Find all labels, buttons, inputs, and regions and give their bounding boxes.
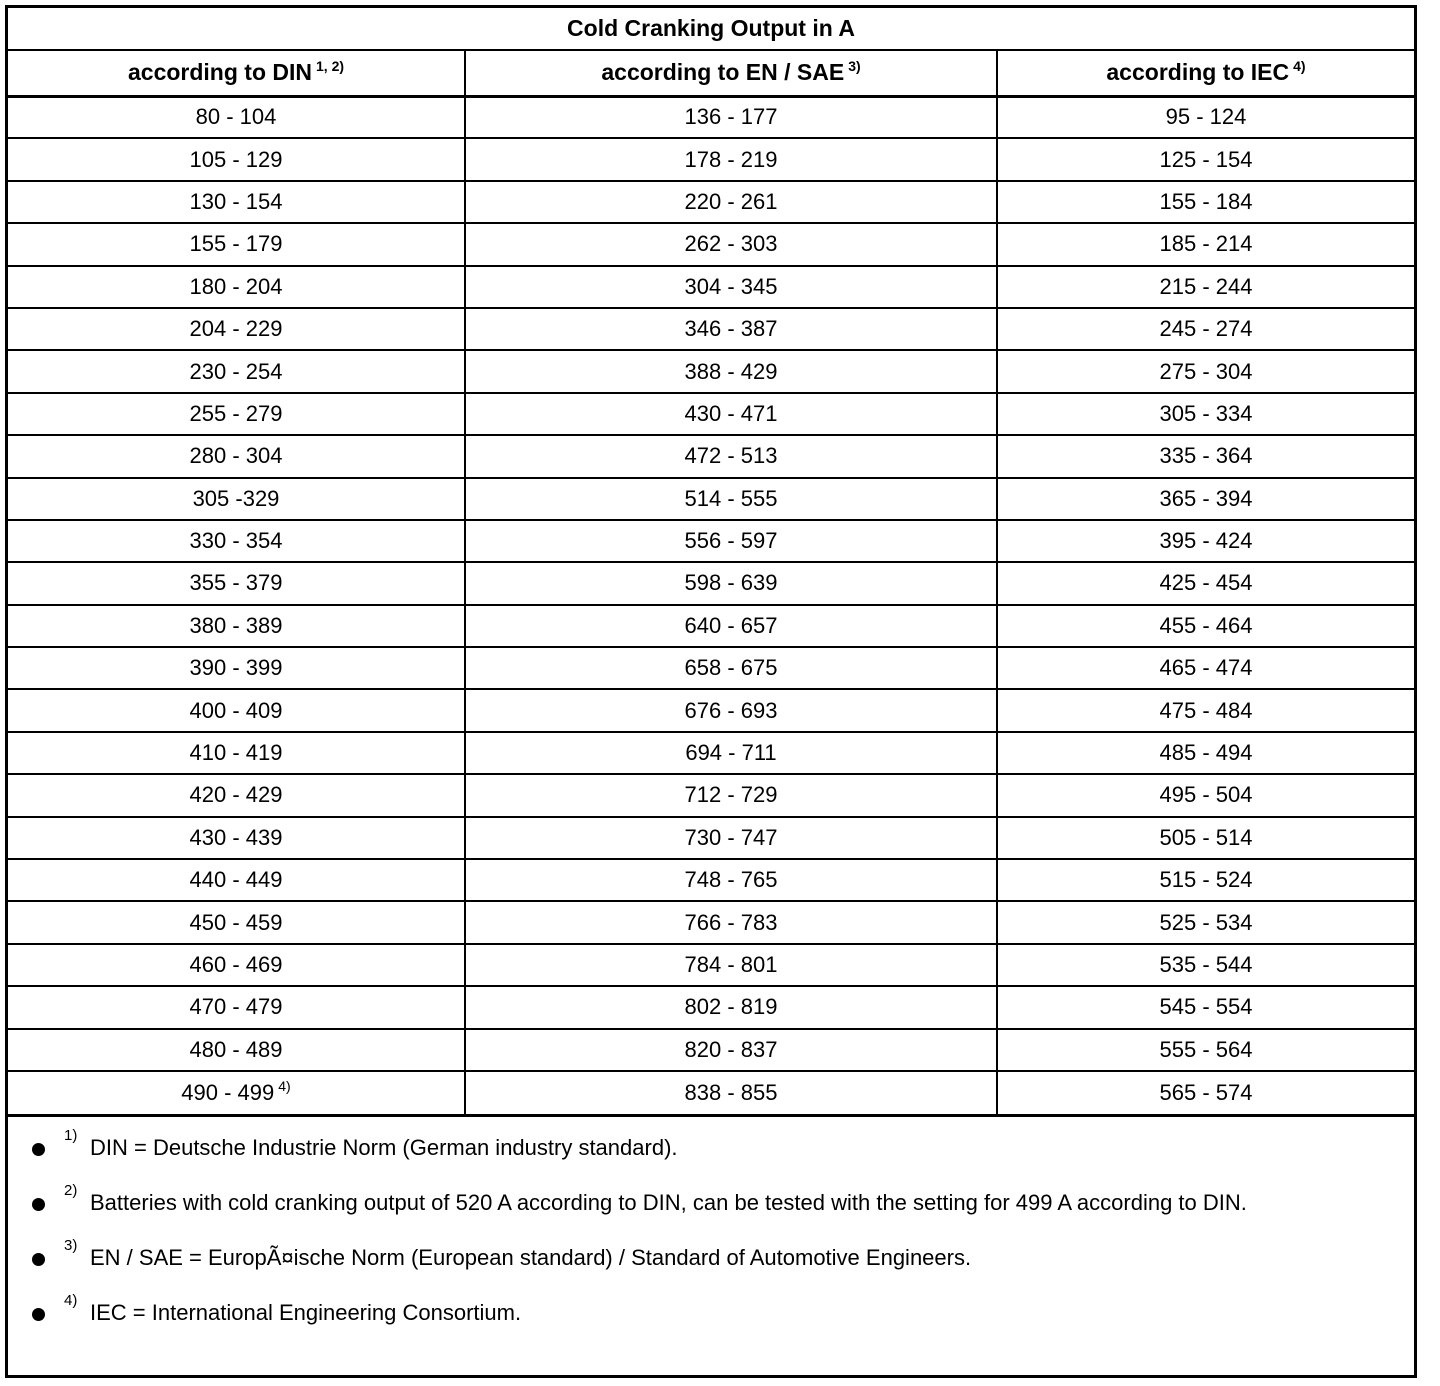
bullet-icon: [32, 1308, 45, 1321]
cell-iec: 185 - 214: [997, 223, 1414, 265]
cell-din: 180 - 204: [8, 266, 465, 308]
table-row: [8, 774, 1414, 816]
cold-cranking-table: [8, 8, 1414, 1116]
cell-din: 204 - 229: [8, 308, 465, 350]
cell-iec: 215 - 244: [997, 266, 1414, 308]
column-header-en-sae: according to EN / SAE $^{3)}$: [465, 50, 997, 96]
cell-din: 430 - 439: [8, 817, 465, 859]
cell-iec: 555 - 564: [997, 1029, 1414, 1071]
cell-iec: 425 - 454: [997, 562, 1414, 604]
table-title: Cold Cranking Output in A: [8, 8, 1414, 50]
footnotes-list: [8, 1115, 1414, 1337]
footnote-mark: 1): [64, 1127, 78, 1144]
table-row: [8, 266, 1414, 308]
footnote-item: [8, 1117, 1414, 1172]
table-row: [8, 944, 1414, 986]
table-row: [8, 1029, 1414, 1071]
cell-en-sae: 694 - 711: [465, 732, 997, 774]
bullet-icon: [32, 1198, 45, 1211]
cell-iec: 455 - 464: [997, 605, 1414, 647]
cell-en-sae: 730 - 747: [465, 817, 997, 859]
document-frame: [5, 5, 1417, 1378]
cell-iec: 465 - 474: [997, 647, 1414, 689]
cell-en-sae: 262 - 303: [465, 223, 997, 265]
table-row: [8, 308, 1414, 350]
footnote-item: [8, 1227, 1414, 1282]
cell-en-sae: 712 - 729: [465, 774, 997, 816]
cell-en-sae: 136 - 177: [465, 96, 997, 138]
table-row: [8, 478, 1414, 520]
cell-din: 305 -329: [8, 478, 465, 520]
cell-din: 330 - 354: [8, 520, 465, 562]
table-row: [8, 138, 1414, 180]
cell-iec: 365 - 394: [997, 478, 1414, 520]
cell-en-sae: 676 - 693: [465, 689, 997, 731]
cell-iec: 565 - 574: [997, 1071, 1414, 1115]
footnote-mark: 4): [64, 1292, 78, 1309]
cell-en-sae: 556 - 597: [465, 520, 997, 562]
cell-iec: 125 - 154: [997, 138, 1414, 180]
footnote-ref: 1, 2): [316, 58, 345, 75]
cell-en-sae: 766 - 783: [465, 901, 997, 943]
cell-iec: 495 - 504: [997, 774, 1414, 816]
column-header-iec: according to IEC $^{4)}$: [997, 50, 1414, 96]
footnote-text: DIN = Deutsche Industrie Norm (German industry standard).: [90, 1135, 678, 1160]
table-row: [8, 689, 1414, 731]
cell-en-sae: 658 - 675: [465, 647, 997, 689]
table-row: [8, 393, 1414, 435]
cell-iec: 305 - 334: [997, 393, 1414, 435]
cell-din: 470 - 479: [8, 986, 465, 1028]
table-row: [8, 859, 1414, 901]
cell-din: 280 - 304: [8, 435, 465, 477]
cell-din: 380 - 389: [8, 605, 465, 647]
footnote-ref: 3): [848, 58, 861, 75]
cell-din: 390 - 399: [8, 647, 465, 689]
cell-iec: 155 - 184: [997, 181, 1414, 223]
cell-iec: 275 - 304: [997, 350, 1414, 392]
cell-din: 130 - 154: [8, 181, 465, 223]
table-row: [8, 986, 1414, 1028]
cell-en-sae: 598 - 639: [465, 562, 997, 604]
footnote-text: EN / SAE = EuropÃ¤ische Norm (European standard) / Standard of Automotive Engineers.: [90, 1245, 972, 1270]
cell-din: 420 - 429: [8, 774, 465, 816]
cell-en-sae: 748 - 765: [465, 859, 997, 901]
cell-din: 355 - 379: [8, 562, 465, 604]
cell-din: 480 - 489: [8, 1029, 465, 1071]
table-row: [8, 817, 1414, 859]
cell-din: 410 - 419: [8, 732, 465, 774]
cell-din: 460 - 469: [8, 944, 465, 986]
table-row: [8, 647, 1414, 689]
bullet-icon: [32, 1253, 45, 1266]
cell-iec: 545 - 554: [997, 986, 1414, 1028]
footnote-text: IEC = International Engineering Consortium.: [90, 1300, 522, 1325]
footnote-ref: 4): [278, 1077, 291, 1094]
cell-iec: 245 - 274: [997, 308, 1414, 350]
cell-en-sae: 838 - 855: [465, 1071, 997, 1115]
footnote-mark: 3): [64, 1237, 78, 1254]
cell-en-sae: 820 - 837: [465, 1029, 997, 1071]
cell-din: 230 - 254: [8, 350, 465, 392]
cell-en-sae: 514 - 555: [465, 478, 997, 520]
table-row: [8, 562, 1414, 604]
table-row: [8, 96, 1414, 138]
cell-iec: 395 - 424: [997, 520, 1414, 562]
cell-iec: 335 - 364: [997, 435, 1414, 477]
table-row: [8, 435, 1414, 477]
footnote-item: [8, 1172, 1414, 1227]
cell-en-sae: 640 - 657: [465, 605, 997, 647]
table-row: [8, 223, 1414, 265]
cell-din: 155 - 179: [8, 223, 465, 265]
table-row: [8, 901, 1414, 943]
cell-din: 255 - 279: [8, 393, 465, 435]
cell-iec: 525 - 534: [997, 901, 1414, 943]
cell-en-sae: 472 - 513: [465, 435, 997, 477]
cell-iec: 95 - 124: [997, 96, 1414, 138]
table-row: [8, 732, 1414, 774]
column-header-din: according to DIN $^{1, 2)}$: [8, 50, 465, 96]
cell-en-sae: 220 - 261: [465, 181, 997, 223]
cell-en-sae: 430 - 471: [465, 393, 997, 435]
table-row: [8, 605, 1414, 647]
cell-din: 490 - 499 $^{4)}$: [8, 1071, 465, 1115]
cell-en-sae: 388 - 429: [465, 350, 997, 392]
cell-din: 440 - 449: [8, 859, 465, 901]
footnote-ref: 4): [1293, 58, 1306, 75]
cell-iec: 535 - 544: [997, 944, 1414, 986]
cell-din: 105 - 129: [8, 138, 465, 180]
cell-en-sae: 178 - 219: [465, 138, 997, 180]
footnote-item: [8, 1282, 1414, 1337]
footnote-mark: 2): [64, 1182, 78, 1199]
cell-iec: 515 - 524: [997, 859, 1414, 901]
cell-en-sae: 304 - 345: [465, 266, 997, 308]
table-row: [8, 520, 1414, 562]
cell-din: 80 - 104: [8, 96, 465, 138]
cell-iec: 475 - 484: [997, 689, 1414, 731]
table-row: [8, 1071, 1414, 1115]
table-row: [8, 181, 1414, 223]
table-row: [8, 350, 1414, 392]
cell-din: 450 - 459: [8, 901, 465, 943]
cell-en-sae: 784 - 801: [465, 944, 997, 986]
cell-iec: 505 - 514: [997, 817, 1414, 859]
bullet-icon: [32, 1143, 45, 1156]
cell-en-sae: 802 - 819: [465, 986, 997, 1028]
cell-din: 400 - 409: [8, 689, 465, 731]
cell-en-sae: 346 - 387: [465, 308, 997, 350]
cell-iec: 485 - 494: [997, 732, 1414, 774]
footnote-text: Batteries with cold cranking output of 520 A according to DIN, can be tested with the setting for 499 A according to DIN.: [90, 1190, 1247, 1215]
